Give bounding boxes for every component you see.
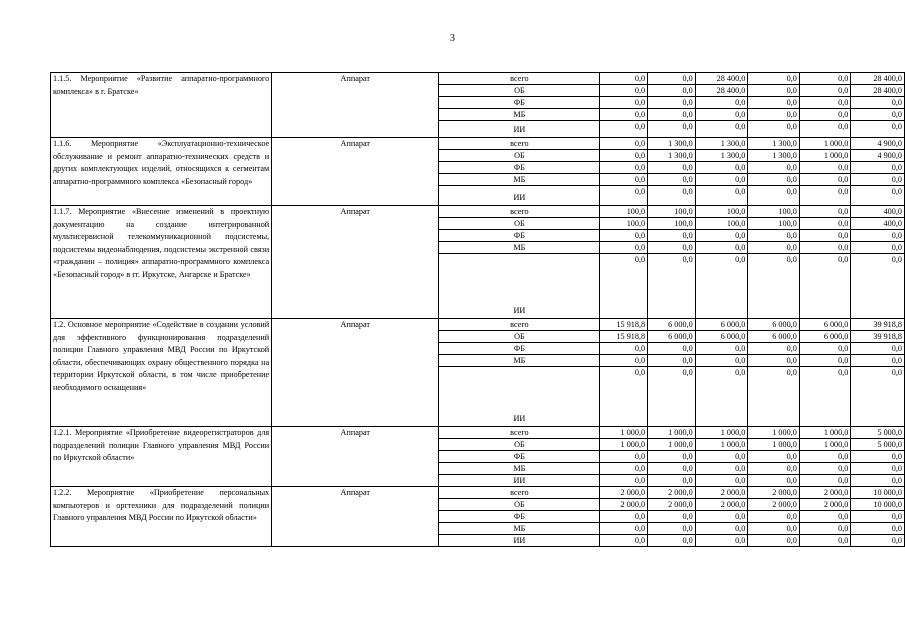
amount-cell: 0,0 xyxy=(600,475,648,487)
amount-cell: 0,0 xyxy=(748,73,800,85)
funding-source-cell: ОБ xyxy=(439,150,600,162)
amount-cell: 0,0 xyxy=(600,511,648,523)
amount-cell: 1 300,0 xyxy=(695,150,748,162)
amount-cell: 0,0 xyxy=(600,85,648,97)
amount-cell: 0,0 xyxy=(799,523,851,535)
executor-cell: Аппарат xyxy=(272,427,439,487)
amount-cell: 0,0 xyxy=(851,121,905,138)
amount-cell: 0,0 xyxy=(748,242,800,254)
funding-source-cell: всего xyxy=(439,487,600,499)
amount-cell: 100,0 xyxy=(695,206,748,218)
amount-cell: 0,0 xyxy=(799,230,851,242)
amount-cell: 0,0 xyxy=(600,174,648,186)
amount-cell: 6 000,0 xyxy=(648,319,696,331)
amount-cell: 0,0 xyxy=(799,109,851,121)
amount-cell: 0,0 xyxy=(799,511,851,523)
amount-cell: 0,0 xyxy=(648,451,696,463)
amount-cell: 2 000,0 xyxy=(695,487,748,499)
amount-cell: 0,0 xyxy=(799,218,851,230)
amount-cell: 0,0 xyxy=(648,109,696,121)
amount-cell: 0,0 xyxy=(851,355,905,367)
funding-source-cell: ФБ xyxy=(439,343,600,355)
funding-source-cell: всего xyxy=(439,73,600,85)
amount-cell: 2 000,0 xyxy=(648,499,696,511)
table-row xyxy=(51,319,905,331)
page-number: 3 xyxy=(450,33,455,44)
amount-cell: 2 000,0 xyxy=(648,487,696,499)
amount-cell: 0,0 xyxy=(748,511,800,523)
amount-cell: 0,0 xyxy=(648,85,696,97)
amount-cell: 2 000,0 xyxy=(799,487,851,499)
amount-cell: 100,0 xyxy=(748,218,800,230)
amount-cell: 6 000,0 xyxy=(695,319,748,331)
amount-cell: 0,0 xyxy=(695,463,748,475)
amount-cell: 0,0 xyxy=(695,121,748,138)
amount-cell: 0,0 xyxy=(600,73,648,85)
amount-cell: 0,0 xyxy=(648,535,696,547)
amount-cell: 0,0 xyxy=(600,162,648,174)
amount-cell: 0,0 xyxy=(851,511,905,523)
amount-cell: 0,0 xyxy=(748,85,800,97)
amount-cell: 0,0 xyxy=(600,138,648,150)
funding-source-cell: ФБ xyxy=(439,451,600,463)
amount-cell: 400,0 xyxy=(851,206,905,218)
executor-cell: Аппарат xyxy=(272,487,439,547)
amount-cell: 0,0 xyxy=(851,254,905,319)
funding-source-cell: МБ xyxy=(439,523,600,535)
amount-cell: 0,0 xyxy=(748,463,800,475)
amount-cell: 6 000,0 xyxy=(748,331,800,343)
table-row xyxy=(51,206,905,218)
funding-source-cell: ОБ xyxy=(439,499,600,511)
amount-cell: 0,0 xyxy=(695,343,748,355)
funding-source-cell: ФБ xyxy=(439,230,600,242)
amount-cell: 100,0 xyxy=(648,218,696,230)
amount-cell: 0,0 xyxy=(695,367,748,427)
amount-cell: 2 000,0 xyxy=(600,487,648,499)
amount-cell: 1 300,0 xyxy=(748,138,800,150)
amount-cell: 0,0 xyxy=(799,121,851,138)
amount-cell: 0,0 xyxy=(600,242,648,254)
executor-cell: Аппарат xyxy=(272,206,439,319)
amount-cell: 0,0 xyxy=(851,523,905,535)
funding-source-cell: всего xyxy=(439,138,600,150)
amount-cell: 0,0 xyxy=(851,463,905,475)
amount-cell: 1 000,0 xyxy=(799,138,851,150)
amount-cell: 39 918,8 xyxy=(851,319,905,331)
amount-cell: 0,0 xyxy=(851,367,905,427)
amount-cell: 10 000,0 xyxy=(851,487,905,499)
amount-cell: 0,0 xyxy=(695,174,748,186)
amount-cell: 1 000,0 xyxy=(695,427,748,439)
amount-cell: 1 000,0 xyxy=(648,439,696,451)
amount-cell: 0,0 xyxy=(748,174,800,186)
amount-cell: 0,0 xyxy=(600,230,648,242)
amount-cell: 1 000,0 xyxy=(799,150,851,162)
amount-cell: 0,0 xyxy=(695,109,748,121)
amount-cell: 0,0 xyxy=(695,535,748,547)
amount-cell: 0,0 xyxy=(799,206,851,218)
amount-cell: 0,0 xyxy=(695,254,748,319)
amount-cell: 0,0 xyxy=(851,186,905,206)
amount-cell: 0,0 xyxy=(648,174,696,186)
amount-cell: 0,0 xyxy=(648,186,696,206)
funding-source-cell: ОБ xyxy=(439,85,600,97)
amount-cell: 0,0 xyxy=(799,73,851,85)
funding-source-cell: ФБ xyxy=(439,162,600,174)
amount-cell: 1 000,0 xyxy=(799,427,851,439)
funding-source-cell: ОБ xyxy=(439,331,600,343)
amount-cell: 0,0 xyxy=(648,523,696,535)
table-row xyxy=(51,138,905,150)
amount-cell: 1 300,0 xyxy=(748,150,800,162)
amount-cell: 0,0 xyxy=(748,475,800,487)
amount-cell: 0,0 xyxy=(748,254,800,319)
amount-cell: 0,0 xyxy=(648,254,696,319)
amount-cell: 0,0 xyxy=(748,355,800,367)
amount-cell: 0,0 xyxy=(748,451,800,463)
amount-cell: 0,0 xyxy=(748,523,800,535)
amount-cell: 0,0 xyxy=(799,475,851,487)
amount-cell: 1 000,0 xyxy=(600,427,648,439)
amount-cell: 0,0 xyxy=(600,463,648,475)
amount-cell: 0,0 xyxy=(799,97,851,109)
funding-source-cell: всего xyxy=(439,427,600,439)
funding-source-cell: ОБ xyxy=(439,218,600,230)
amount-cell: 0,0 xyxy=(648,355,696,367)
executor-cell: Аппарат xyxy=(272,319,439,427)
amount-cell: 1 300,0 xyxy=(648,150,696,162)
amount-cell: 6 000,0 xyxy=(648,331,696,343)
amount-cell: 0,0 xyxy=(648,73,696,85)
amount-cell: 0,0 xyxy=(600,523,648,535)
amount-cell: 100,0 xyxy=(648,206,696,218)
amount-cell: 2 000,0 xyxy=(600,499,648,511)
table-row xyxy=(51,427,905,439)
amount-cell: 0,0 xyxy=(600,254,648,319)
amount-cell: 0,0 xyxy=(799,186,851,206)
amount-cell: 100,0 xyxy=(600,206,648,218)
executor-cell: Аппарат xyxy=(272,138,439,206)
amount-cell: 0,0 xyxy=(695,451,748,463)
amount-cell: 0,0 xyxy=(695,242,748,254)
amount-cell: 2 000,0 xyxy=(799,499,851,511)
activity-name-cell: 1.1.6. Мероприятие «Эксплуатационно-техническое обслуживание и ремонт аппаратно-технических средств и других комплектующих изделий, относящихся к сегментам аппаратно-программного комплекса «Безопасный город» xyxy=(51,138,272,206)
amount-cell: 10 000,0 xyxy=(851,499,905,511)
amount-cell: 0,0 xyxy=(695,186,748,206)
amount-cell: 0,0 xyxy=(600,535,648,547)
amount-cell: 0,0 xyxy=(695,511,748,523)
funding-source-cell: МБ xyxy=(439,355,600,367)
amount-cell: 1 300,0 xyxy=(648,138,696,150)
amount-cell: 6 000,0 xyxy=(748,319,800,331)
amount-cell: 100,0 xyxy=(748,206,800,218)
funding-source-cell: МБ xyxy=(439,109,600,121)
amount-cell: 0,0 xyxy=(695,162,748,174)
funding-source-cell: ИИ xyxy=(439,367,600,427)
amount-cell: 0,0 xyxy=(600,109,648,121)
amount-cell: 0,0 xyxy=(748,230,800,242)
amount-cell: 1 000,0 xyxy=(748,439,800,451)
activity-name-cell: 1.2. Основное мероприятие «Содействие в создании условий для эффективного функционирования подразделений полиции Главного управления МВД России по Иркутской области, обеспечивающих охрану общественного порядка на территории Иркутской области, в том числе приобретение необходимого оснащения» xyxy=(51,319,272,427)
amount-cell: 15 918,8 xyxy=(600,331,648,343)
amount-cell: 0,0 xyxy=(799,162,851,174)
amount-cell: 0,0 xyxy=(851,97,905,109)
amount-cell: 2 000,0 xyxy=(748,487,800,499)
amount-cell: 0,0 xyxy=(600,150,648,162)
amount-cell: 0,0 xyxy=(851,242,905,254)
executor-cell: Аппарат xyxy=(272,73,439,138)
amount-cell: 0,0 xyxy=(851,174,905,186)
funding-source-cell: ИИ xyxy=(439,121,600,138)
amount-cell: 28 400,0 xyxy=(851,85,905,97)
amount-cell: 0,0 xyxy=(600,451,648,463)
amount-cell: 0,0 xyxy=(648,230,696,242)
amount-cell: 28 400,0 xyxy=(851,73,905,85)
amount-cell: 0,0 xyxy=(748,121,800,138)
amount-cell: 0,0 xyxy=(851,535,905,547)
amount-cell: 1 000,0 xyxy=(648,427,696,439)
funding-source-cell: ИИ xyxy=(439,254,600,319)
amount-cell: 0,0 xyxy=(799,451,851,463)
funding-source-cell: ФБ xyxy=(439,511,600,523)
amount-cell: 0,0 xyxy=(600,186,648,206)
amount-cell: 0,0 xyxy=(799,343,851,355)
funding-source-cell: ОБ xyxy=(439,439,600,451)
amount-cell: 0,0 xyxy=(648,97,696,109)
amount-cell: 5 000,0 xyxy=(851,427,905,439)
funding-source-cell: всего xyxy=(439,319,600,331)
amount-cell: 1 300,0 xyxy=(695,138,748,150)
amount-cell: 0,0 xyxy=(648,463,696,475)
amount-cell: 0,0 xyxy=(695,523,748,535)
amount-cell: 0,0 xyxy=(695,97,748,109)
amount-cell: 0,0 xyxy=(851,109,905,121)
funding-source-cell: ФБ xyxy=(439,97,600,109)
amount-cell: 0,0 xyxy=(695,355,748,367)
funding-source-cell: ИИ xyxy=(439,535,600,547)
amount-cell: 1 000,0 xyxy=(799,439,851,451)
amount-cell: 0,0 xyxy=(799,242,851,254)
amount-cell: 1 000,0 xyxy=(695,439,748,451)
funding-source-cell: МБ xyxy=(439,242,600,254)
amount-cell: 6 000,0 xyxy=(799,331,851,343)
amount-cell: 0,0 xyxy=(695,230,748,242)
amount-cell: 0,0 xyxy=(799,367,851,427)
table-row xyxy=(51,487,905,499)
amount-cell: 0,0 xyxy=(600,121,648,138)
table-row xyxy=(51,73,905,85)
amount-cell: 6 000,0 xyxy=(695,331,748,343)
amount-cell: 0,0 xyxy=(799,463,851,475)
amount-cell: 0,0 xyxy=(748,535,800,547)
amount-cell: 100,0 xyxy=(600,218,648,230)
amount-cell: 0,0 xyxy=(748,97,800,109)
amount-cell: 0,0 xyxy=(648,511,696,523)
amount-cell: 0,0 xyxy=(748,367,800,427)
amount-cell: 0,0 xyxy=(748,162,800,174)
amount-cell: 0,0 xyxy=(851,475,905,487)
funding-source-cell: всего xyxy=(439,206,600,218)
amount-cell: 28 400,0 xyxy=(695,85,748,97)
amount-cell: 0,0 xyxy=(648,343,696,355)
amount-cell: 0,0 xyxy=(799,535,851,547)
amount-cell: 6 000,0 xyxy=(799,319,851,331)
amount-cell: 0,0 xyxy=(748,343,800,355)
amount-cell: 0,0 xyxy=(851,230,905,242)
activity-name-cell: 1.1.7. Мероприятие «Внесение изменений в проектную документацию на создание интегрированной мультисервисной телекоммуникационной подсистемы, подсистемы видеонаблюдения, подсистемы экстренной связи «гражданин – полиция» аппаратно-программного комплекса «Безопасный город» в гг. Иркутске, Ангарске и Братске» xyxy=(51,206,272,319)
activity-name-cell: 1.2.1. Мероприятие «Приобретение видеорегистраторов для подразделений полиции Главного управления МВД России по Иркутской области» xyxy=(51,427,272,487)
amount-cell: 0,0 xyxy=(648,121,696,138)
amount-cell: 1 000,0 xyxy=(600,439,648,451)
amount-cell: 0,0 xyxy=(648,242,696,254)
amount-cell: 0,0 xyxy=(648,162,696,174)
amount-cell: 4 900,0 xyxy=(851,150,905,162)
amount-cell: 0,0 xyxy=(748,109,800,121)
amount-cell: 100,0 xyxy=(695,218,748,230)
amount-cell: 28 400,0 xyxy=(695,73,748,85)
amount-cell: 0,0 xyxy=(600,355,648,367)
amount-cell: 400,0 xyxy=(851,218,905,230)
funding-source-cell: МБ xyxy=(439,174,600,186)
funding-source-cell: МБ xyxy=(439,463,600,475)
activity-name-cell: 1.2.2. Мероприятие «Приобретение персональных компьютеров и оргтехники для подразделений полиции Главного управления МВД России по Иркутской области» xyxy=(51,487,272,547)
amount-cell: 2 000,0 xyxy=(695,499,748,511)
amount-cell: 0,0 xyxy=(748,186,800,206)
amount-cell: 0,0 xyxy=(799,254,851,319)
amount-cell: 0,0 xyxy=(799,174,851,186)
amount-cell: 0,0 xyxy=(600,343,648,355)
amount-cell: 0,0 xyxy=(600,97,648,109)
amount-cell: 5 000,0 xyxy=(851,439,905,451)
funding-source-cell: ИИ xyxy=(439,186,600,206)
amount-cell: 0,0 xyxy=(851,451,905,463)
amount-cell: 0,0 xyxy=(799,355,851,367)
budget-table xyxy=(50,72,905,547)
amount-cell: 0,0 xyxy=(648,475,696,487)
amount-cell: 1 000,0 xyxy=(748,427,800,439)
amount-cell: 0,0 xyxy=(851,162,905,174)
amount-cell: 39 918,8 xyxy=(851,331,905,343)
amount-cell: 0,0 xyxy=(600,367,648,427)
amount-cell: 2 000,0 xyxy=(748,499,800,511)
activity-name-cell: 1.1.5. Мероприятие «Развитие аппаратно-программного комплекса» в г. Братске» xyxy=(51,73,272,138)
amount-cell: 4 900,0 xyxy=(851,138,905,150)
amount-cell: 0,0 xyxy=(799,85,851,97)
amount-cell: 0,0 xyxy=(695,475,748,487)
amount-cell: 15 918,8 xyxy=(600,319,648,331)
amount-cell: 0,0 xyxy=(851,343,905,355)
amount-cell: 0,0 xyxy=(648,367,696,427)
funding-source-cell: ИИ xyxy=(439,475,600,487)
